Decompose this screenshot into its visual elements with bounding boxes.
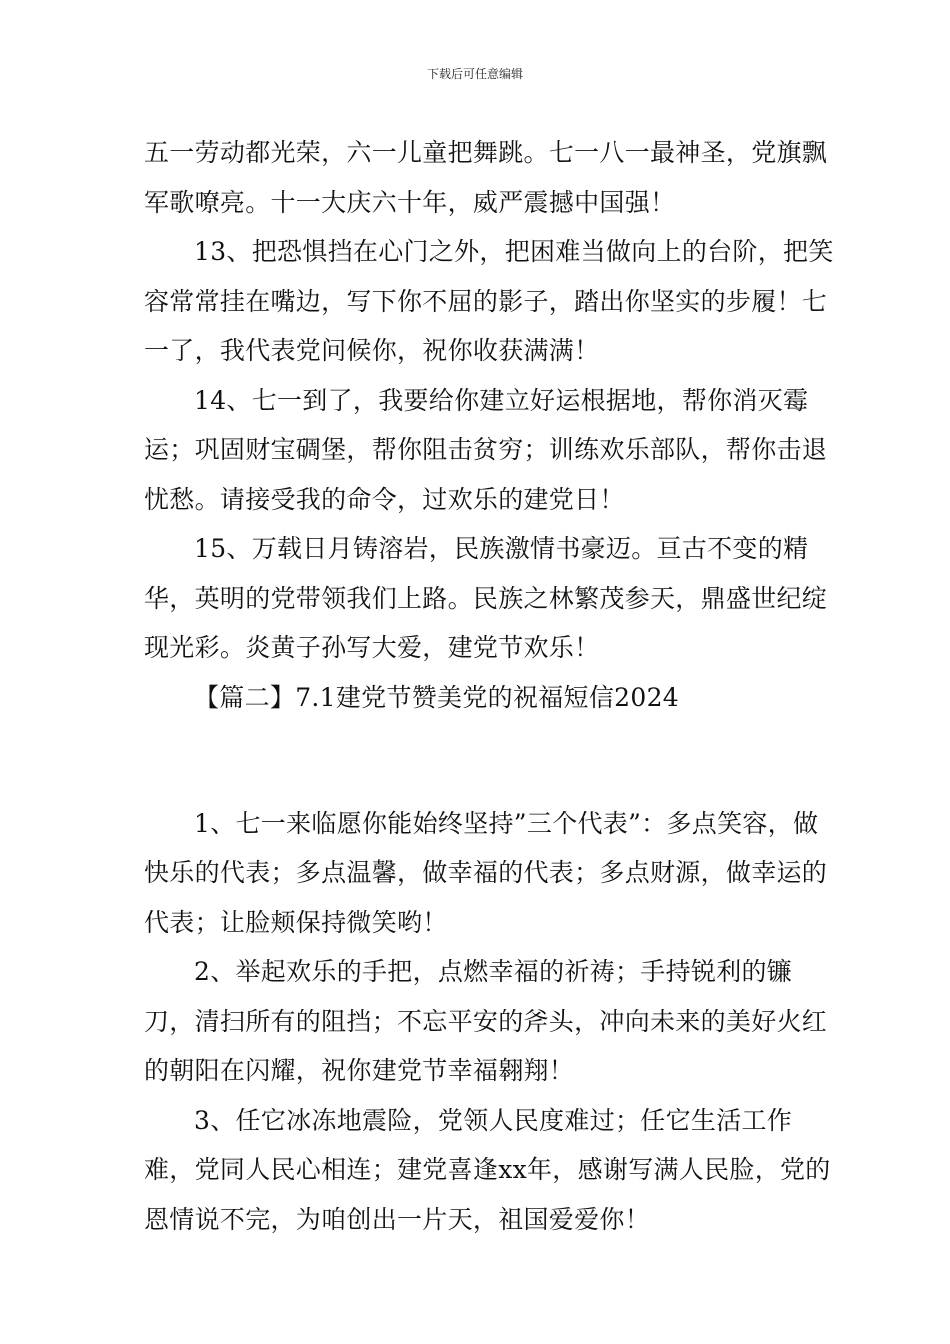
- section2-item-3: 3、任它冰冻地震险，党领人民度难过；任它生活工作难，党同人民心相连；建党喜逢xx年，感谢写满人民脸，党的恩情说不完，为咱创出一片天，祖国爱爱你！: [144, 1105, 831, 1234]
- page-header-note: 下载后可任意编辑: [426, 67, 523, 81]
- section-heading: 【篇二】7.1建党节赞美党的祝福短信2024: [194, 682, 679, 712]
- section2-item-2: 2、举起欢乐的手把，点燃幸福的祈祷；手持锐利的镰刀，清扫所有的阻挡；不忘平安的斧头，冲向未来的美好火红的朝阳在闪耀，祝你建党节幸福翱翔！: [144, 957, 828, 1085]
- paragraph-15: 15、万载日月铸溶岩，民族激情书豪迈。亘古不变的精华，英明的党带领我们上路。民族之林繁茂参天，鼎盛世纪绽现光彩。炎黄子孙写大爱，建党节欢乐！: [144, 534, 828, 662]
- paragraph-14: 14、七一到了，我要给你建立好运根据地，帮你消灭霉运；巩固财宝碉堡，帮你阻击贫穷；训练欢乐部队，帮你击退忧愁。请接受我的命令，过欢乐的建党日！: [144, 385, 828, 514]
- paragraph-13: 13、把恐惧挡在心门之外，把困难当做向上的台阶，把笑容常常挂在嘴边，写下你不屈的影子，踏出你坚实的步履！七一了，我代表党问候你，祝你收获满满！: [144, 237, 834, 365]
- section2-item-1: 1、七一来临愿你能始终坚持”三个代表”：多点笑容，做快乐的代表；多点温馨，做幸福的代表；多点财源，做幸运的代表；让脸颊保持微笑哟！: [144, 808, 828, 937]
- paragraph-continued: 五一劳动都光荣，六一儿童把舞跳。七一八一最神圣，党旗飘军歌嘹亮。十一大庆六十年，威严震撼中国强！: [144, 138, 828, 217]
- document-body: [144, 128, 834, 1244]
